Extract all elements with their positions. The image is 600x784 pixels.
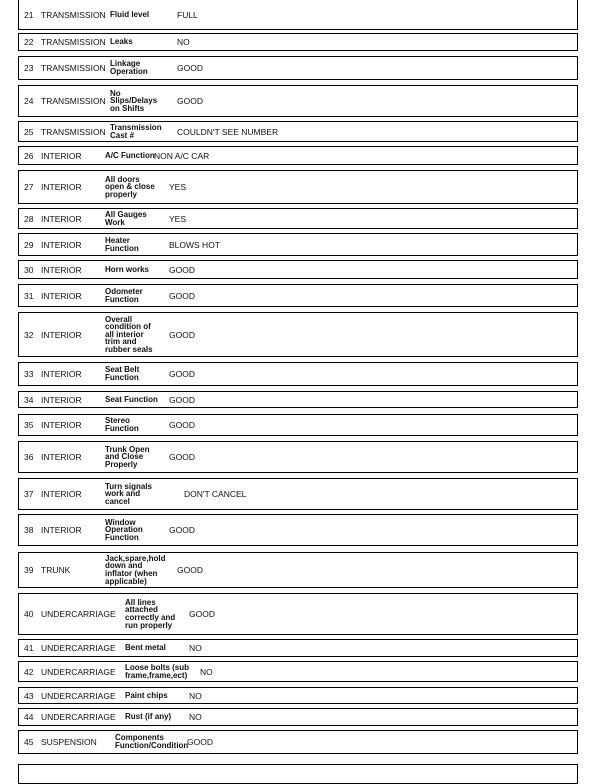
row-item: Heater Function xyxy=(105,235,139,253)
row-category: INTERIOR xyxy=(41,182,82,192)
row-value: GOOD xyxy=(169,452,195,462)
row-item: Odometer Function xyxy=(105,286,143,304)
row-category: SUSPENSION xyxy=(41,737,97,747)
row-value: GOOD xyxy=(169,329,195,340)
row-item: Rust (if any) xyxy=(125,712,172,722)
row-value: GOOD xyxy=(169,290,195,301)
row-number: 27 xyxy=(24,182,34,192)
row-number: 26 xyxy=(24,150,34,161)
table-row xyxy=(18,661,578,682)
row-category: TRANSMISSION xyxy=(41,96,106,106)
row-item: A/C Function xyxy=(105,150,155,160)
row-category: INTERIOR xyxy=(41,489,82,499)
row-item: All doors open & close properly xyxy=(105,174,155,199)
row-number: 44 xyxy=(24,712,34,722)
row-value: NO xyxy=(189,643,202,653)
row-value: NO xyxy=(200,666,213,677)
row-value: GOOD xyxy=(177,96,203,106)
row-value: NO xyxy=(177,37,190,47)
table-row xyxy=(18,170,578,204)
row-category: INTERIOR xyxy=(41,369,82,379)
row-number: 28 xyxy=(24,213,34,224)
row-value: GOOD xyxy=(177,63,203,73)
row-category: UNDERCARRIAGE xyxy=(41,690,116,701)
row-category: TRANSMISSION xyxy=(41,126,106,137)
table-row xyxy=(18,730,578,754)
table-row xyxy=(18,441,578,473)
row-item: Overall condition of all interior trim and rubber seals xyxy=(105,314,153,354)
table-row xyxy=(18,284,578,307)
row-category: INTERIOR xyxy=(41,525,82,535)
row-number: 34 xyxy=(24,394,34,405)
row-number: 42 xyxy=(24,666,34,677)
row-item: Fluid level xyxy=(110,9,150,19)
table-row xyxy=(18,639,578,657)
row-category: INTERIOR xyxy=(41,290,82,301)
row-item: Components Function/Condition xyxy=(115,733,189,750)
table-row xyxy=(18,312,578,357)
row-item: Linkage Operation xyxy=(110,59,148,76)
row-item: No Slips/Delays on Shifts xyxy=(110,88,158,113)
table-row xyxy=(18,593,578,635)
row-category: INTERIOR xyxy=(41,213,82,224)
table-row xyxy=(18,33,578,51)
row-number: 30 xyxy=(24,264,34,275)
row-value: GOOD xyxy=(169,525,195,535)
row-value: NON A/C CAR xyxy=(154,150,210,161)
row-category: INTERIOR xyxy=(41,452,82,462)
row-number: 24 xyxy=(24,96,34,106)
row-item: Loose bolts (sub frame,frame,ect) xyxy=(125,662,189,680)
table-row xyxy=(18,0,578,30)
row-number: 45 xyxy=(24,737,34,747)
row-value: GOOD xyxy=(177,565,203,575)
row-category: INTERIOR xyxy=(41,394,82,405)
row-number: 21 xyxy=(24,9,34,20)
row-value: YES xyxy=(169,213,187,224)
row-number: 36 xyxy=(24,452,34,462)
row-number: 29 xyxy=(24,239,34,250)
row-value: FULL xyxy=(177,9,198,20)
row-number: 40 xyxy=(24,609,34,619)
table-row xyxy=(18,362,578,386)
row-value: GOOD xyxy=(169,264,195,275)
row-item: Horn works xyxy=(105,264,150,274)
row-number: 35 xyxy=(24,420,34,430)
row-number: 37 xyxy=(24,489,34,499)
table-row xyxy=(18,56,578,80)
row-number: 39 xyxy=(24,565,34,575)
table-row xyxy=(18,85,578,117)
table-row xyxy=(18,146,578,165)
row-item: All Gauges Work xyxy=(105,209,147,227)
row-category: INTERIOR xyxy=(41,150,82,161)
row-value: GOOD xyxy=(189,609,215,619)
row-number: 38 xyxy=(24,525,34,535)
row-value: GOOD xyxy=(169,420,195,430)
row-number: 23 xyxy=(24,63,34,73)
row-number: 41 xyxy=(24,643,34,653)
row-category: UNDERCARRIAGE xyxy=(41,666,116,677)
row-value: GOOD xyxy=(169,394,195,405)
row-category: INTERIOR xyxy=(41,264,82,275)
row-category: TRANSMISSION xyxy=(41,63,106,73)
row-number: 25 xyxy=(24,126,34,137)
row-item: Seat Function xyxy=(105,394,158,404)
table-row xyxy=(18,414,578,436)
row-value: BLOWS HOT xyxy=(169,239,221,250)
row-category: TRANSMISSION xyxy=(41,9,106,20)
row-value: YES xyxy=(169,182,187,192)
row-number: 31 xyxy=(24,290,34,301)
row-value: NO xyxy=(189,690,202,701)
row-value: GOOD xyxy=(169,369,195,379)
row-number: 33 xyxy=(24,369,34,379)
table-row xyxy=(18,208,578,229)
next-row-stub xyxy=(18,764,578,784)
row-category: UNDERCARRIAGE xyxy=(41,643,116,653)
row-item: Paint chips xyxy=(125,690,168,700)
row-item: Leaks xyxy=(110,37,133,47)
row-category: UNDERCARRIAGE xyxy=(41,712,116,722)
table-row xyxy=(18,478,578,510)
row-category: INTERIOR xyxy=(41,239,82,250)
table-row xyxy=(18,552,578,588)
table-row xyxy=(18,260,578,279)
row-item: Trunk Open and Close Properly xyxy=(105,444,150,469)
row-item: Turn signals work and cancel xyxy=(105,481,152,506)
table-row xyxy=(18,708,578,726)
row-category: UNDERCARRIAGE xyxy=(41,609,116,619)
row-number: 22 xyxy=(24,37,34,47)
row-item: Jack,spare,hold down and inflator (when applicable) xyxy=(105,553,166,586)
row-item: Window Operation Function xyxy=(105,517,143,542)
table-row xyxy=(18,391,578,408)
row-category: INTERIOR xyxy=(41,420,82,430)
row-value: GOOD xyxy=(187,737,213,747)
row-number: 32 xyxy=(24,329,34,340)
row-value: NO xyxy=(189,712,202,722)
row-number: 43 xyxy=(24,690,34,701)
row-category: INTERIOR xyxy=(41,329,82,340)
row-value: DON'T CANCEL xyxy=(184,489,247,499)
row-value: COULDN'T SEE NUMBER xyxy=(177,126,279,137)
row-category: TRANSMISSION xyxy=(41,37,106,47)
row-item: Stereo Function xyxy=(105,416,139,433)
row-category: TRUNK xyxy=(41,565,71,575)
row-item: Bent metal xyxy=(125,643,166,653)
row-item: Transmission Cast # xyxy=(110,122,162,140)
table-row xyxy=(18,121,578,142)
table-row xyxy=(18,233,578,256)
row-item: All lines attached correctly and run properly xyxy=(125,597,176,630)
table-row xyxy=(18,514,578,546)
table-row xyxy=(18,687,578,704)
row-item: Seat Belt Function xyxy=(105,365,140,382)
